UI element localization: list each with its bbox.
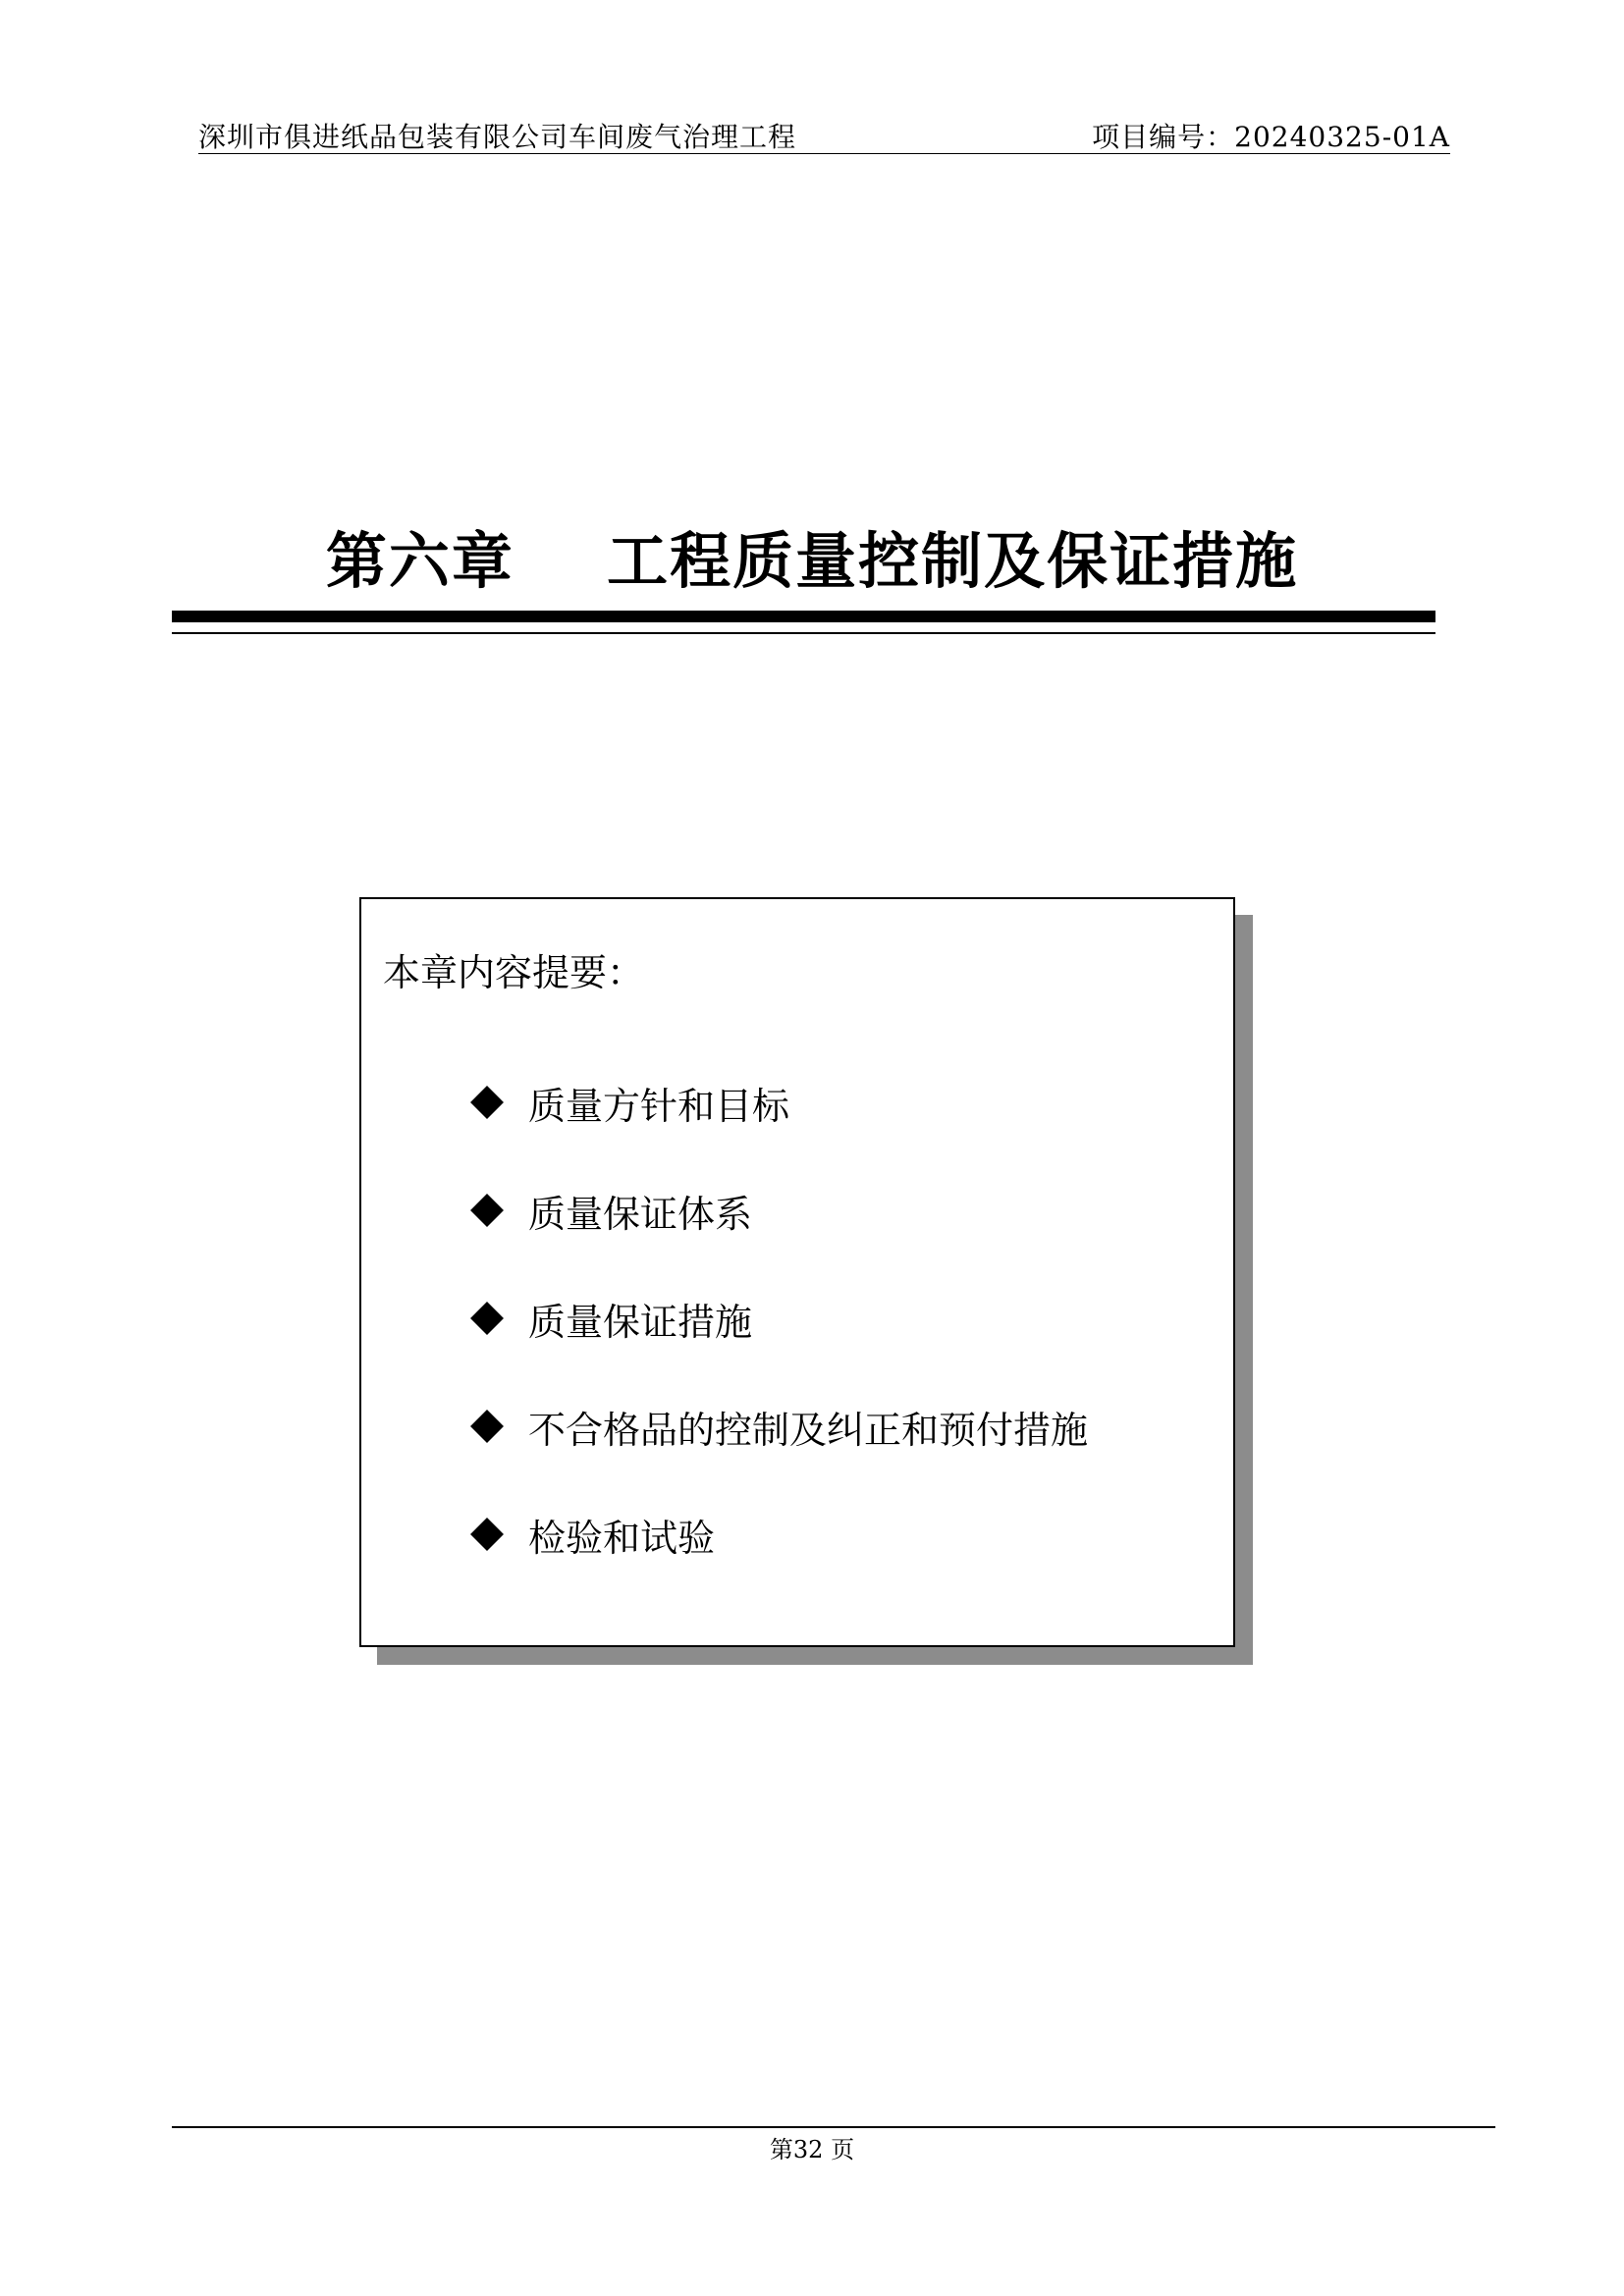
diamond-bullet-icon — [470, 1194, 504, 1227]
summary-list-item — [471, 1480, 1088, 1588]
title-rule-thick — [172, 611, 1435, 622]
title-rule-thin — [172, 632, 1435, 634]
page-number: 第32 页 — [769, 2136, 855, 2163]
footer-rule — [172, 2126, 1495, 2128]
chapter-summary-box — [359, 897, 1235, 1647]
header-project-number: 项目编号：20240325-01A — [1092, 121, 1450, 153]
diamond-bullet-icon — [470, 1410, 504, 1443]
diamond-bullet-icon — [470, 1086, 504, 1119]
summary-heading: 本章内容提要： — [383, 951, 645, 994]
summary-list-item — [471, 1372, 1088, 1480]
summary-item-label: 检验和试验 — [528, 1516, 716, 1560]
summary-list — [471, 1048, 1088, 1588]
chapter-title: 第六章 工程质量控制及保证措施 — [325, 525, 1299, 597]
summary-item-label: 质量保证体系 — [528, 1192, 753, 1236]
diamond-bullet-icon — [470, 1518, 504, 1551]
header-project-name: 深圳市俱进纸品包装有限公司车间废气治理工程 — [198, 121, 797, 153]
summary-list-item — [471, 1264, 1088, 1372]
summary-item-label: 不合格品的控制及纠正和预付措施 — [528, 1408, 1089, 1452]
summary-item-label: 质量保证措施 — [528, 1300, 753, 1344]
summary-list-item — [471, 1048, 1088, 1156]
page-header — [198, 110, 1450, 154]
summary-item-label: 质量方针和目标 — [528, 1084, 790, 1128]
diamond-bullet-icon — [470, 1302, 504, 1335]
summary-list-item — [471, 1156, 1088, 1264]
